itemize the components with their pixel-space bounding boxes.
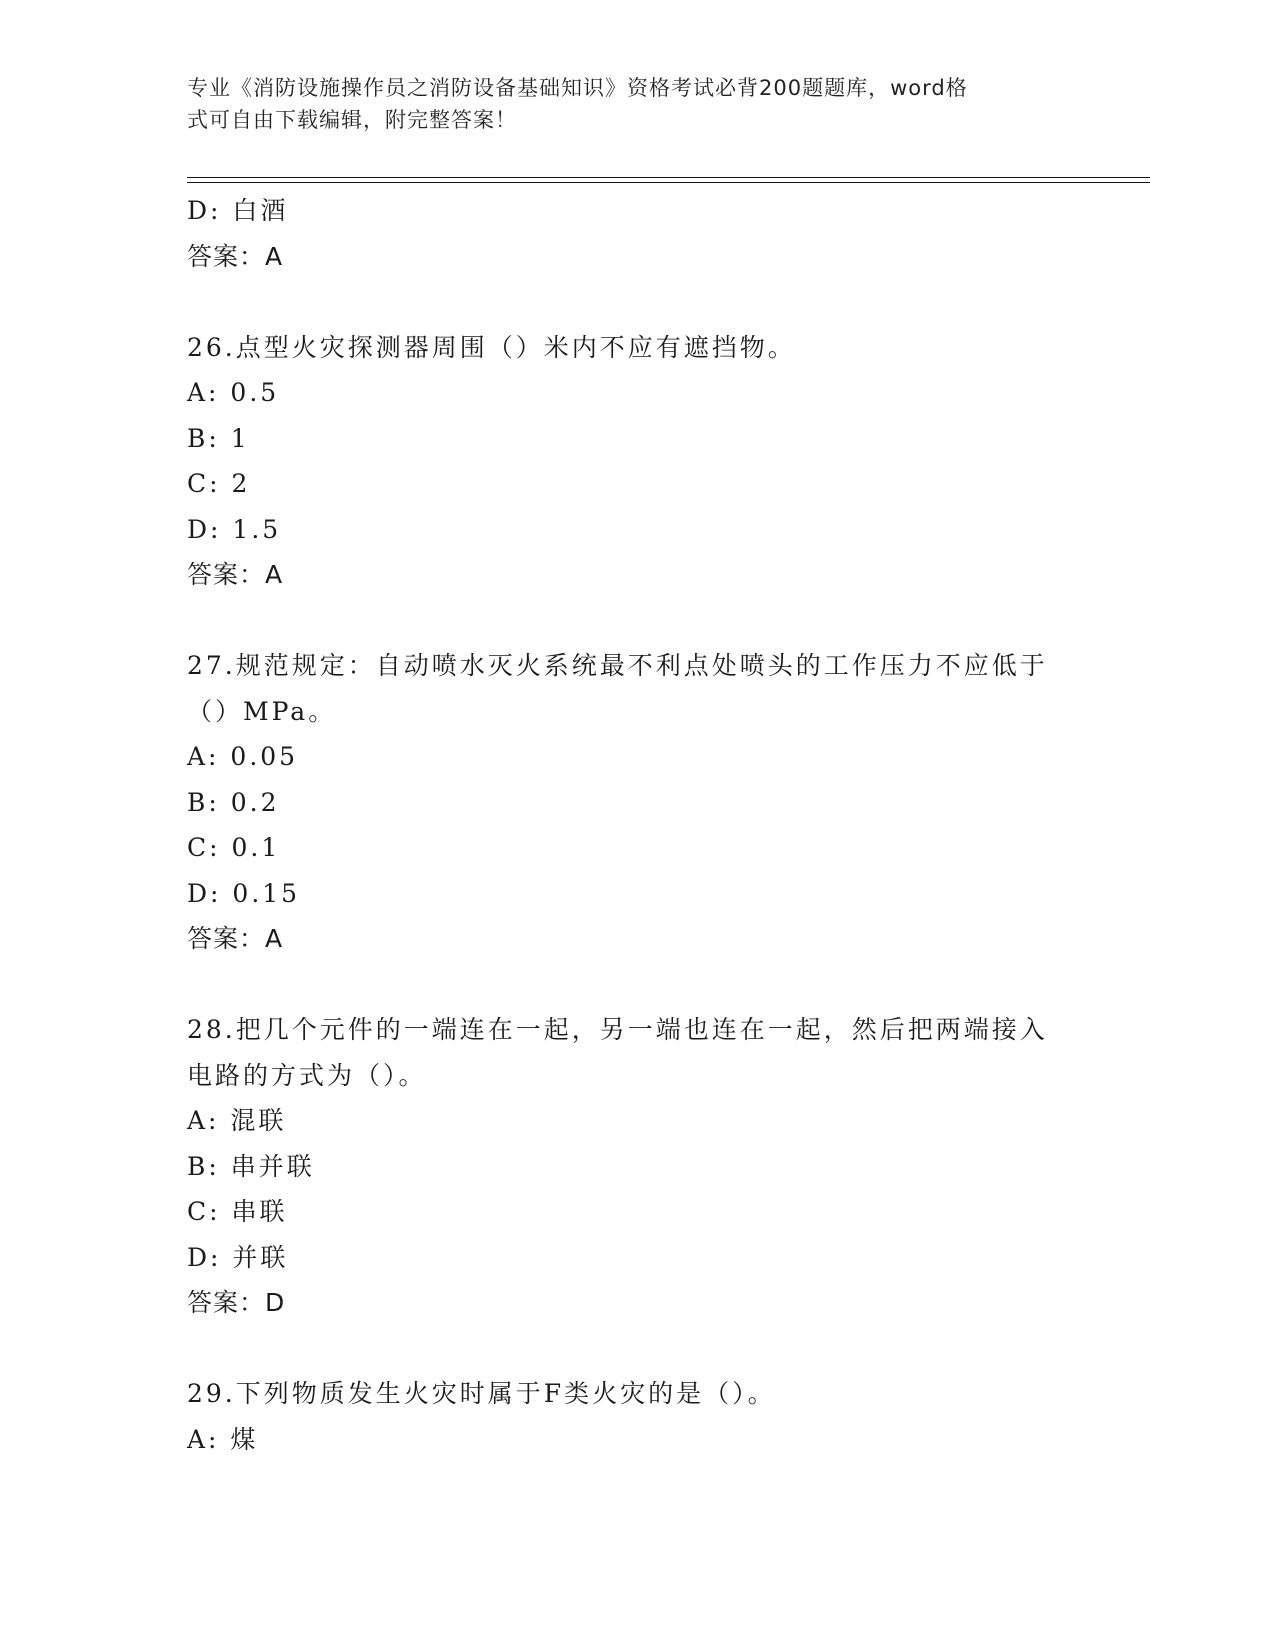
question-26 <box>187 325 1087 598</box>
question-text-line-2: 电路的方式为（）。 <box>187 1060 427 1090</box>
option-a: A: 0.05 <box>187 742 299 771</box>
option-d: D: 并联 <box>187 1242 289 1272</box>
answer: 答案：A <box>187 924 284 953</box>
question-29 <box>187 1371 1087 1462</box>
option-b: B: 串并联 <box>187 1151 315 1181</box>
question-25-tail <box>187 188 1087 279</box>
option-c: C: 串联 <box>187 1197 288 1226</box>
question-text: 26.点型火灾探测器周围（）米内不应有遮挡物。 <box>187 332 796 362</box>
option-c: C: 0.1 <box>187 833 281 862</box>
answer: 答案：A <box>187 560 284 589</box>
question-text-line-2: （）MPa。 <box>187 696 337 726</box>
option-b: B: 0.2 <box>187 787 280 817</box>
question-text-line-1: 28.把几个元件的一端连在一起，另一端也连在一起，然后把两端接入 <box>187 1015 1048 1044</box>
question-28 <box>187 1007 1087 1326</box>
answer: 答案：A <box>187 241 284 271</box>
option-b: B: 1 <box>187 423 250 453</box>
header-line-1: 专业《消防设施操作员之消防设备基础知识》资格考试必背200题题库，word格 <box>187 76 968 100</box>
spacer <box>187 279 1087 325</box>
option-c: C: 2 <box>187 469 251 498</box>
option-a: A: 0.5 <box>187 378 280 407</box>
header-divider-bottom <box>187 182 1150 183</box>
spacer <box>187 962 1087 1008</box>
answer: 答案：D <box>187 1288 286 1317</box>
header-line-2: 式可自由下载编辑，附完整答案！ <box>187 108 517 132</box>
spacer <box>187 598 1087 644</box>
option-d: D: 白酒 <box>187 196 289 225</box>
question-text-line-1: 27.规范规定：自动喷水灭火系统最不利点处喷头的工作压力不应低于 <box>187 651 1048 680</box>
header-divider-top <box>187 177 1150 178</box>
document-header <box>187 72 1087 136</box>
spacer <box>187 1326 1087 1372</box>
option-a: A: 混联 <box>187 1106 287 1135</box>
question-list <box>187 188 1087 1462</box>
option-a: A: 煤 <box>187 1424 259 1454</box>
question-27 <box>187 643 1087 962</box>
question-text: 29.下列物质发生火灾时属于F类火灾的是（）。 <box>187 1379 776 1408</box>
option-d: D: 0.15 <box>187 878 301 908</box>
option-d: D: 1.5 <box>187 514 282 544</box>
